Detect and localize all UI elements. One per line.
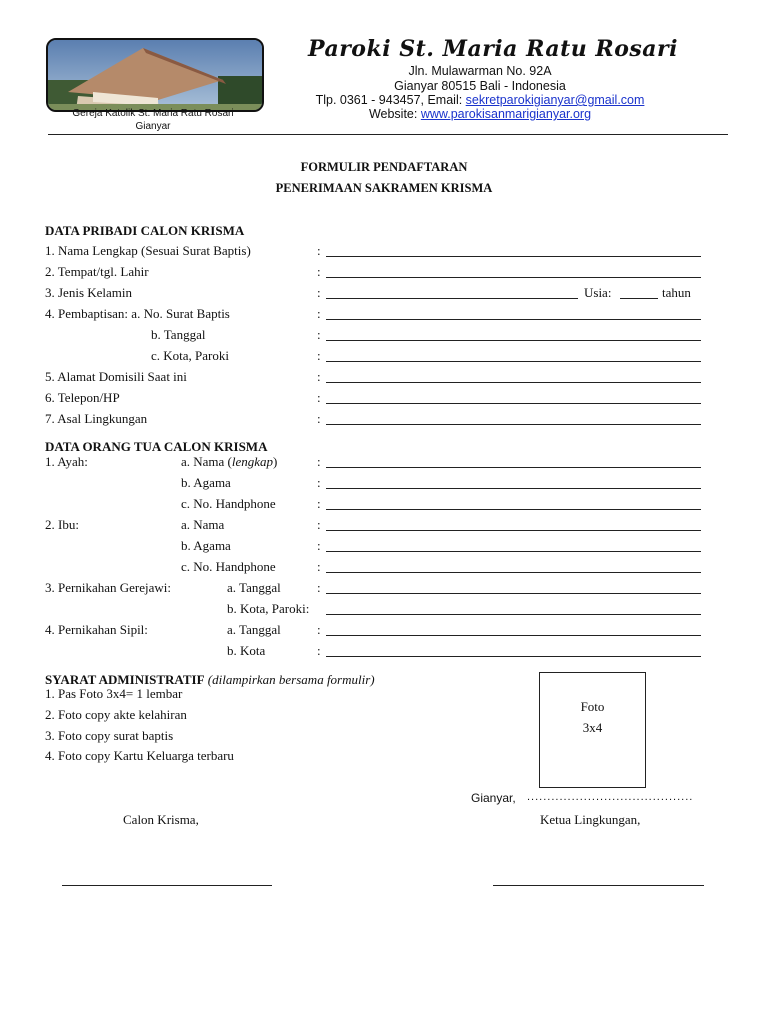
date-dots[interactable]: ......................................... — [527, 791, 694, 803]
field-line-phone[interactable] — [326, 403, 701, 404]
website-label: Website: — [368, 107, 421, 121]
field-label-church-marriage-city: b. Kota, Paroki: — [227, 601, 310, 616]
contact-line — [260, 93, 700, 107]
photo-box-label-line2: 3x4 — [582, 720, 603, 735]
parents-heading: DATA ORANG TUA CALON KRISMA — [45, 439, 268, 454]
colon: : — [317, 243, 321, 258]
field-label-baptism-city: c. Kota, Paroki — [151, 348, 229, 363]
photo-caption-line1: Gereja Katolik St. Maria Ratu Rosari — [72, 108, 234, 119]
mother-label: 2. Ibu: — [45, 517, 79, 532]
field-line-baptism-number[interactable] — [326, 319, 701, 320]
place-label: Gianyar, — [471, 791, 516, 805]
colon: : — [317, 348, 321, 363]
requirement-item: 4. Foto copy Kartu Keluarga terbaru — [45, 748, 234, 763]
colon: : — [317, 327, 321, 342]
photo-box-label-line1: Foto — [580, 699, 605, 714]
field-label-address: 5. Alamat Domisili Saat ini — [45, 369, 187, 384]
colon: : — [317, 643, 321, 658]
field-label-community: 7. Asal Lingkungan — [45, 411, 148, 426]
field-label-father-name: a. Nama (lengkap) — [181, 454, 278, 469]
address-line1: Jln. Mulawarman No. 92A — [408, 64, 552, 78]
field-label-civil-marriage-city: b. Kota — [227, 643, 266, 658]
field-line-birth[interactable] — [326, 277, 701, 278]
field-line-baptism-date[interactable] — [326, 340, 701, 341]
field-line-mother-phone[interactable] — [326, 572, 701, 573]
colon: : — [317, 580, 321, 595]
field-line-civil-marriage-city[interactable] — [326, 656, 701, 657]
form-title-line2: PENERIMAAN SAKRAMEN KRISMA — [275, 181, 493, 195]
field-label-phone: 6. Telepon/HP — [45, 390, 120, 405]
colon: : — [317, 411, 321, 426]
field-line-mother-name[interactable] — [326, 530, 701, 531]
field-label-birth: 2. Tempat/tgl. Lahir — [45, 264, 149, 279]
field-label-mother-religion: b. Agama — [181, 538, 231, 553]
colon: : — [317, 496, 321, 511]
civil-marriage-label: 4. Pernikahan Sipil: — [45, 622, 148, 637]
personal-heading: DATA PRIBADI CALON KRISMA — [45, 223, 245, 238]
parish-name: Paroki St. Maria Ratu Rosari — [308, 36, 678, 62]
field-label-baptism-date: b. Tanggal — [151, 327, 206, 342]
field-label-father-phone: c. No. Handphone — [181, 496, 276, 511]
address-line2: Gianyar 80515 Bali - Indonesia — [394, 79, 566, 93]
form-title-line1: FORMULIR PENDAFTARAN — [300, 160, 468, 174]
church-photo — [46, 38, 264, 112]
field-line-father-name[interactable] — [326, 467, 701, 468]
field-label-church-marriage-date: a. Tanggal — [227, 580, 281, 595]
field-label-name: 1. Nama Lengkap (Sesuai Surat Baptis) — [45, 243, 251, 258]
signature-line-community-head[interactable] — [493, 885, 704, 886]
field-line-civil-marriage-date[interactable] — [326, 635, 701, 636]
photo-caption-line2: Gianyar — [135, 121, 171, 132]
requirements-heading: SYARAT ADMINISTRATIF (dilampirkan bersama formulir) — [45, 672, 375, 687]
field-line-mother-religion[interactable] — [326, 551, 701, 552]
signature-line-candidate[interactable] — [62, 885, 272, 886]
signature-label-candidate: Calon Krisma, — [123, 812, 199, 827]
field-label-civil-marriage-date: a. Tanggal — [227, 622, 281, 637]
field-label-mother-phone: c. No. Handphone — [181, 559, 276, 574]
requirement-item: 1. Pas Foto 3x4= 1 lembar — [45, 686, 183, 701]
field-line-gender[interactable] — [326, 298, 578, 299]
colon: : — [317, 517, 321, 532]
field-label-mother-name: a. Nama — [181, 517, 225, 532]
colon: : — [317, 454, 321, 469]
age-unit: tahun — [662, 285, 691, 300]
website-link[interactable]: www.parokisanmarigianyar.org — [420, 107, 592, 121]
colon: : — [317, 285, 321, 300]
colon: : — [317, 622, 321, 637]
field-line-church-marriage-city[interactable] — [326, 614, 701, 615]
field-label-gender: 3. Jenis Kelamin — [45, 285, 133, 300]
field-line-father-phone[interactable] — [326, 509, 701, 510]
field-line-address[interactable] — [326, 382, 701, 383]
colon: : — [317, 538, 321, 553]
field-line-baptism-city[interactable] — [326, 361, 701, 362]
email-link[interactable]: sekretparokigianyar@gmail.com — [465, 93, 645, 107]
header-divider — [48, 134, 728, 135]
age-label: Usia: — [584, 285, 612, 300]
website-line — [260, 107, 700, 121]
field-line-church-marriage-date[interactable] — [326, 593, 701, 594]
colon: : — [317, 559, 321, 574]
colon: : — [317, 390, 321, 405]
requirement-item: 3. Foto copy surat baptis — [45, 728, 174, 743]
requirement-item: 2. Foto copy akte kelahiran — [45, 707, 187, 722]
colon: : — [317, 264, 321, 279]
field-line-age[interactable] — [620, 298, 658, 299]
phone-label: Tlp. 0361 - 943457, Email: — [315, 93, 466, 107]
colon: : — [317, 369, 321, 384]
signature-label-community-head: Ketua Lingkungan, — [540, 812, 641, 827]
field-line-father-religion[interactable] — [326, 488, 701, 489]
field-line-community[interactable] — [326, 424, 701, 425]
church-marriage-label: 3. Pernikahan Gerejawi: — [45, 580, 171, 595]
field-line-name[interactable] — [326, 256, 701, 257]
field-label-baptism-number: 4. Pembaptisan: a. No. Surat Baptis — [45, 306, 230, 321]
field-label-father-religion: b. Agama — [181, 475, 231, 490]
colon: : — [317, 306, 321, 321]
colon: : — [317, 475, 321, 490]
father-label: 1. Ayah: — [45, 454, 88, 469]
